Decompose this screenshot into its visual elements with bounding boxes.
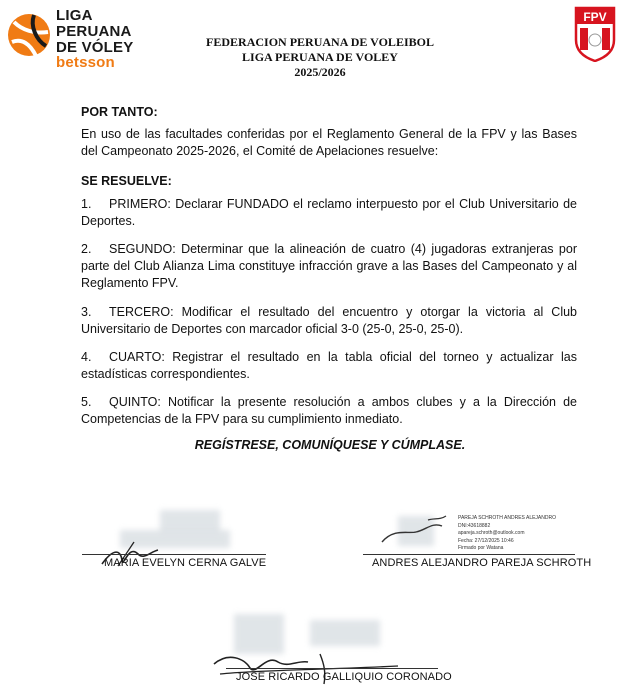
season-title: 2025/2026 bbox=[294, 65, 346, 79]
signature-line bbox=[226, 668, 438, 669]
certificate-line: PAREJA SCHROTH ANDRES ALEJANDRO bbox=[458, 515, 556, 521]
item-text: SEGUNDO: Determinar que la alineación de cuatro (4) jugadoras extranjeras por parte del Club Alianza Lima constituye infracción grave a las Bases del Campeonato y al Reglamento FPV. bbox=[81, 242, 577, 290]
intro-paragraph: En uso de las facultades conferidas por el Reglamento General de la FPV y las Bases del Campeonato 2025-2026, el Comité de Apelaciones resuelve: bbox=[81, 127, 577, 158]
league-title: LIGA PERUANA DE VOLEY bbox=[242, 50, 398, 64]
item-text: CUARTO: Registrar el resultado en la tabla oficial del torneo y actualizar las estadísticas correspondientes. bbox=[81, 350, 577, 381]
logo-text-line: LIGA bbox=[56, 7, 93, 24]
logo-text-line: DE VÓLEY bbox=[56, 39, 134, 56]
item-text: PRIMERO: Declarar FUNDADO el reclamo interpuesto por el Club Universitario de Deportes. bbox=[81, 197, 577, 228]
certificate-line: DNI:43618882 bbox=[458, 522, 491, 529]
certificate-line: Firmado por Watana bbox=[458, 545, 504, 551]
federation-title: FEDERACION PERUANA DE VOLEIBOL bbox=[206, 35, 434, 49]
item-text: TERCERO: Modificar el resultado del encuentro y otorgar la victoria al Club Universitario de Deportes con marcador oficial 3-0 (25-0, 25-0, 25-0). bbox=[81, 305, 577, 336]
item-number: 3. bbox=[81, 305, 92, 319]
item-number: 1. bbox=[81, 197, 92, 211]
se-resuelve-heading: SE RESUELVE: bbox=[81, 174, 172, 188]
item-text: QUINTO: Notificar la presente resolución a ambos clubes y a la Dirección de Competencias de la FPV para su cumplimiento inmediato. bbox=[81, 395, 577, 426]
signature-line bbox=[82, 554, 266, 555]
resolution-item bbox=[81, 304, 577, 340]
resolution-item bbox=[81, 196, 577, 232]
closing-statement: REGÍSTRESE, COMUNÍQUESE Y CÚMPLASE. bbox=[194, 438, 466, 452]
signature-line bbox=[363, 554, 575, 555]
logo-sponsor: betsson bbox=[56, 54, 115, 71]
por-tanto-heading: POR TANTO: bbox=[81, 105, 158, 119]
logo-text-line: PERUANA bbox=[56, 23, 132, 40]
signatory-name: JOSE RICARDO GALLIQUIO CORONADO bbox=[236, 671, 452, 683]
crest-text: FPV bbox=[583, 10, 607, 24]
certificate-line: apareja.schroth@outlook.com bbox=[458, 530, 525, 536]
fpv-crest-icon bbox=[574, 6, 616, 62]
redacted-signature-blur bbox=[160, 510, 220, 532]
signatory-name: MARIA EVELYN CERNA GALVE bbox=[104, 557, 267, 569]
signatory-name: ANDRES ALEJANDRO PAREJA SCHROTH bbox=[372, 557, 592, 569]
resolution-item bbox=[81, 394, 577, 430]
item-number: 4. bbox=[81, 350, 92, 364]
digital-certificate-block bbox=[458, 515, 556, 553]
certificate-line: Fecha: 27/12/2025 10:46 bbox=[458, 537, 514, 544]
handwritten-signature bbox=[376, 512, 466, 556]
item-number: 2. bbox=[81, 242, 92, 256]
item-number: 5. bbox=[81, 395, 92, 409]
resolution-item bbox=[81, 349, 577, 385]
resolution-item bbox=[81, 241, 577, 295]
